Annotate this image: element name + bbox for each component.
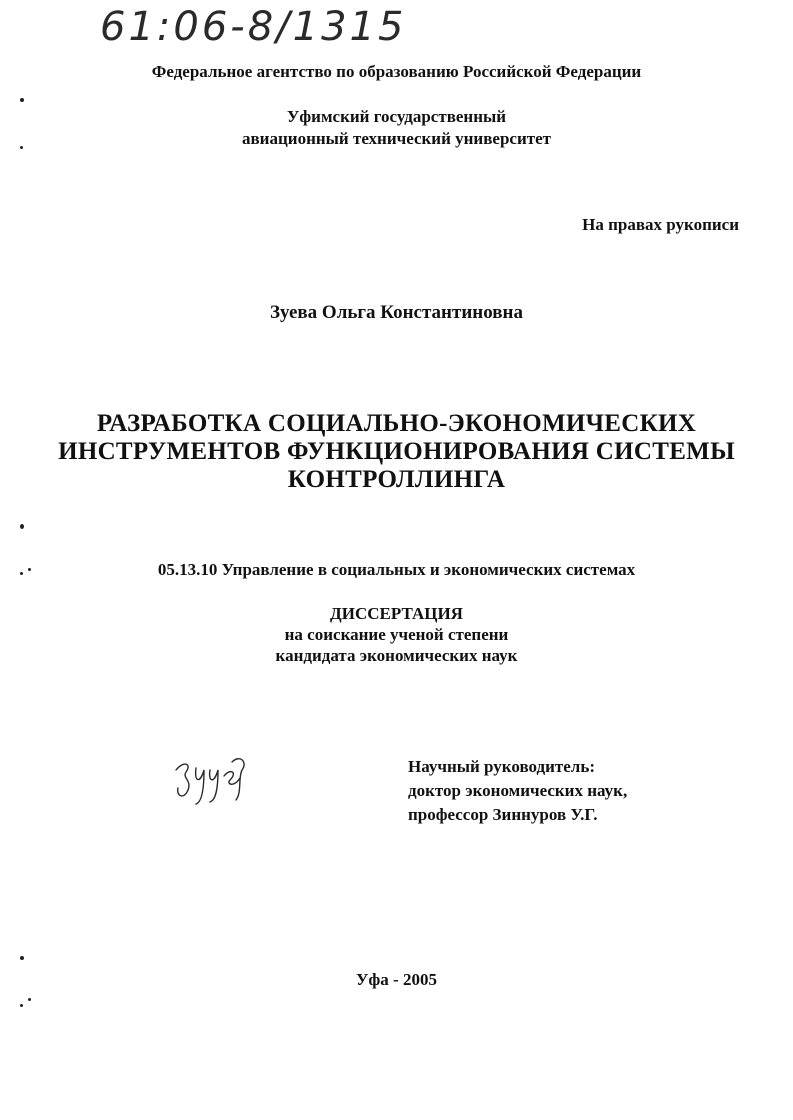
dissertation-title [0, 410, 793, 494]
manuscript-rights: На правах рукописи [582, 215, 739, 234]
specialty-code: 05.13.10 Управление в социальных и экономических системах [157, 560, 636, 579]
university-line-1: Уфимский государственный [286, 107, 507, 126]
scan-speck [20, 956, 24, 960]
supervisor-degree: доктор экономических наук, [408, 781, 628, 800]
archive-code: 61:06-8/1315 [100, 4, 407, 50]
document-type-line-3: кандидата экономических наук [275, 646, 518, 665]
document-type [0, 603, 793, 666]
scan-speck [28, 998, 31, 1001]
title-line-3: КОНТРОЛЛИНГА [287, 466, 506, 493]
scan-speck [28, 568, 31, 571]
author-name: Зуева Ольга Константиновна [270, 302, 523, 323]
scan-speck [20, 572, 23, 575]
author-signature [170, 748, 250, 808]
title-line-1: РАЗРАБОТКА СОЦИАЛЬНО-ЭКОНОМИЧЕСКИХ [96, 410, 697, 437]
document-type-heading: ДИССЕРТАЦИЯ [330, 604, 463, 623]
supervisor-name: профессор Зиннуров У.Г. [408, 805, 598, 824]
document-type-line-2: на соискание ученой степени [284, 625, 509, 644]
title-line-2: ИНСТРУМЕНТОВ ФУНКЦИОНИРОВАНИЯ СИСТЕМЫ [58, 438, 735, 465]
supervisor-block [408, 755, 627, 827]
agency-name: Федеральное агентство по образованию Российской Федерации [151, 62, 642, 81]
supervisor-label: Научный руководитель: [408, 757, 595, 776]
city-year: Уфа - 2005 [356, 970, 437, 989]
scan-speck [20, 98, 24, 102]
scan-speck [20, 146, 23, 149]
university-name [0, 106, 793, 150]
scan-speck [20, 1004, 23, 1007]
university-line-2: авиационный технический университет [242, 129, 551, 148]
scan-speck [20, 524, 24, 529]
